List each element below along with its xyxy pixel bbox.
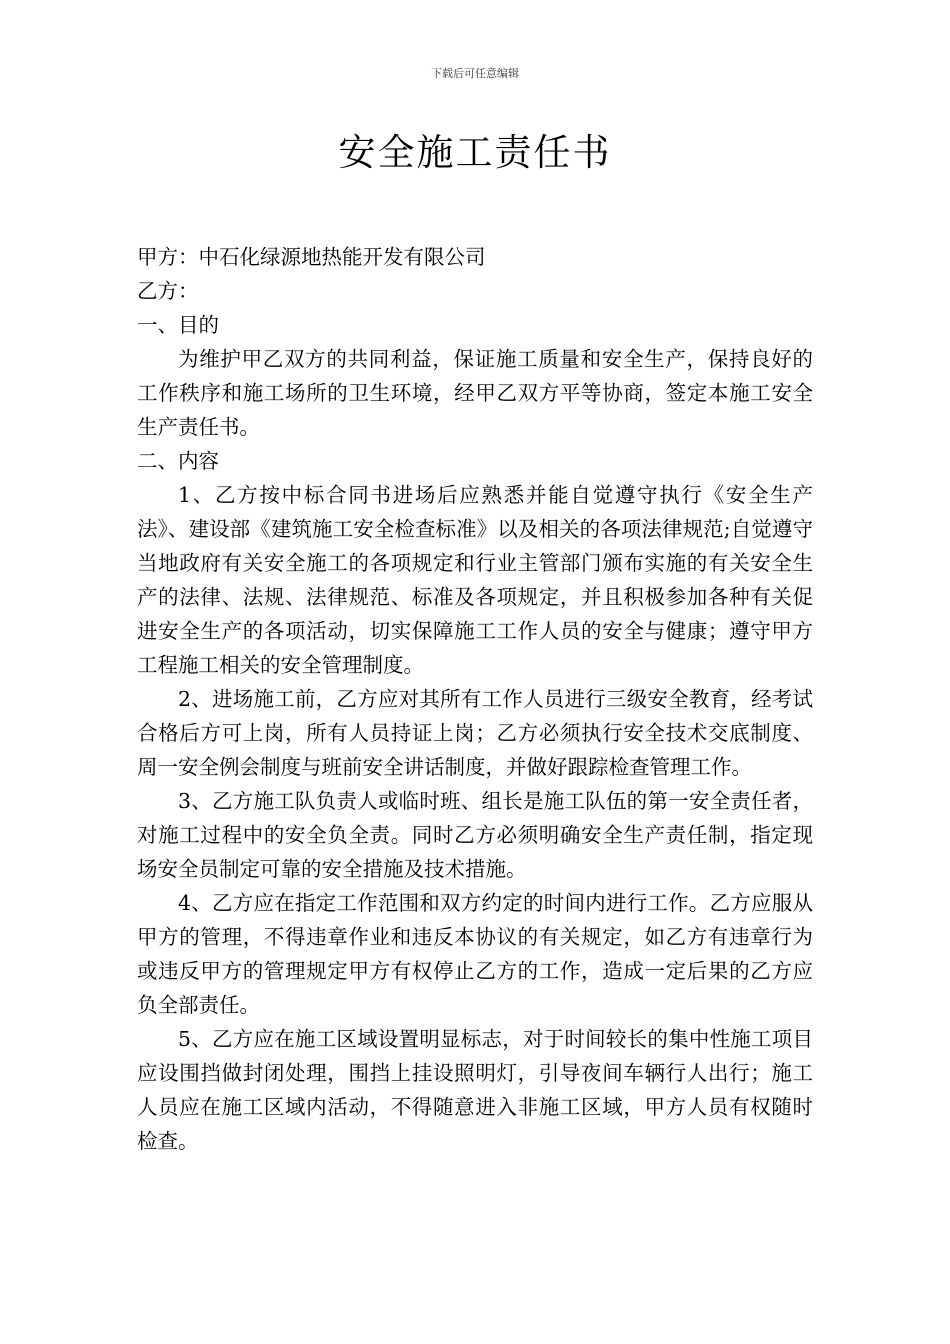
content-item-1: 1、乙方按中标合同书进场后应熟悉并能自觉遵守执行《安全生产法》、建设部《建筑施工安全检查标准》以及相关的各项法律规范;自觉遵守当地政府有关安全施工的各项规定和行业主管部门颁布实施的有关安全生产的法律、法规、法律规范、标准及各项规定，并且积极参加各种有关促进安全生产的各项活动，切实保障施工工作人员的安全与健康；遵守甲方工程施工相关的安全管理制度。	[137, 483, 813, 677]
content-item-4: 4、乙方应在指定工作范围和双方约定的时间内进行工作。乙方应服从甲方的管理，不得违章作业和违反本协议的有关规定，如乙方有违章行为或违反甲方的管理规定甲方有权停止乙方的工作，造成一定后果的乙方应负全部责任。	[137, 891, 813, 1017]
section-content-heading: 二、内容	[137, 449, 219, 473]
party-b-line: 乙方：	[137, 279, 199, 303]
content-item-2: 2、进场施工前，乙方应对其所有工作人员进行三级安全教育，经考试合格后方可上岗，所有人员持证上岗；乙方必须执行安全技术交底制度、周一安全例会制度与班前安全讲话制度，并做好跟踪检查管理工作。	[137, 687, 813, 779]
party-a-line: 甲方：中石化绿源地热能开发有限公司	[137, 245, 486, 269]
document-title: 安全施工责任书	[338, 131, 612, 174]
content-item-3: 3、乙方施工队负责人或临时班、组长是施工队伍的第一安全责任者，对施工过程中的安全负全责。同时乙方必须明确安全生产责任制，指定现场安全员制定可靠的安全措施及技术措施。	[137, 789, 813, 881]
header-note: 下载后可任意编辑	[431, 67, 519, 80]
section-purpose-heading: 一、目的	[137, 313, 219, 337]
document-body	[137, 240, 813, 1158]
section-purpose-paragraph: 为维护甲乙双方的共同利益，保证施工质量和安全生产，保持良好的工作秩序和施工场所的卫生环境，经甲乙双方平等协商，签定本施工安全生产责任书。	[137, 347, 813, 439]
content-item-5: 5、乙方应在施工区域设置明显标志，对于时间较长的集中性施工项目应设围挡做封闭处理，围挡上挂设照明灯，引导夜间车辆行人出行；施工人员应在施工区域内活动，不得随意进入非施工区域，甲方人员有权随时检查。	[137, 1027, 813, 1153]
